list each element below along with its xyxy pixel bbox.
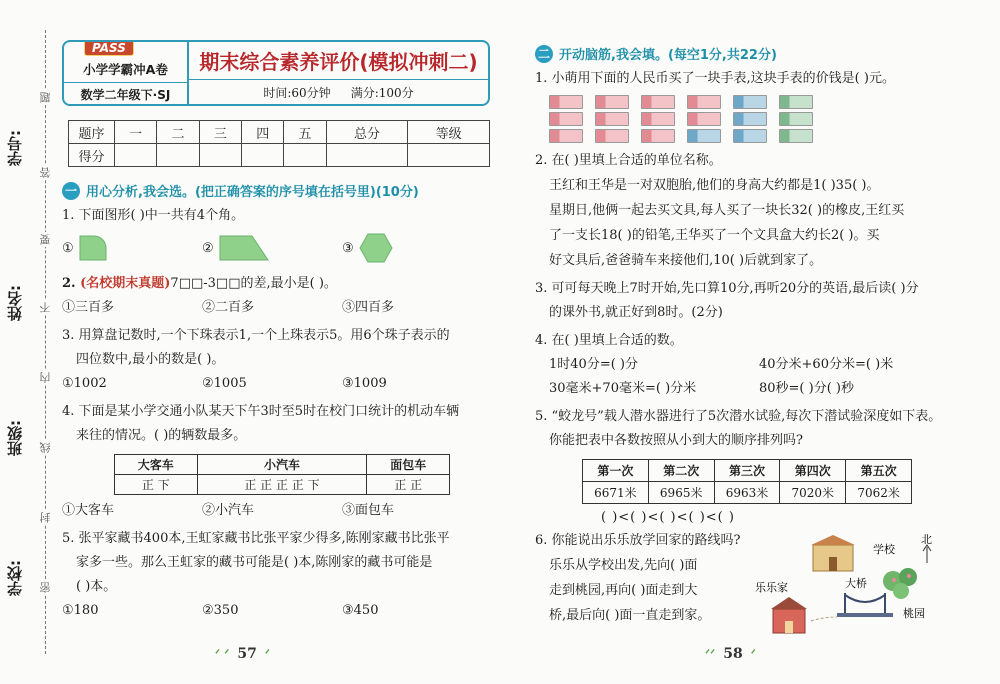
score-cell: 等级 bbox=[408, 121, 490, 144]
q4-options bbox=[62, 499, 490, 523]
pass-logo: PASS bbox=[84, 40, 134, 56]
vehicle-tally: 正 下 bbox=[115, 475, 198, 495]
q2-option-3[interactable]: ③四百多 bbox=[342, 300, 395, 315]
student-id-field[interactable]: 学号: bbox=[6, 130, 24, 166]
q4-option-1[interactable]: ①大客车 bbox=[62, 503, 115, 518]
question-2-6: 6. 你能说出乐乐放学回家的路线吗? bbox=[535, 533, 741, 548]
vehicle-header: 小汽车 bbox=[197, 455, 367, 475]
seal-char: 要 bbox=[39, 234, 52, 245]
question-2-3: 3. 可可每天晚上7时开始,先口算10分,再听20分的英语,最后读( )分 的课外书,就正好到8时。(2分) bbox=[535, 281, 919, 320]
banknote-100-icon bbox=[549, 112, 583, 126]
header-title-box bbox=[189, 42, 488, 104]
banknote-100-icon bbox=[641, 112, 675, 126]
seal-char: 题 bbox=[39, 92, 52, 103]
q5-option-3[interactable]: ③450 bbox=[342, 603, 379, 618]
seal-char: 密 bbox=[39, 582, 52, 593]
score-input-cell[interactable] bbox=[157, 144, 199, 167]
name-field[interactable]: 姓名: bbox=[6, 285, 24, 321]
score-cell: 五 bbox=[284, 121, 326, 144]
vehicle-tally-table bbox=[114, 454, 450, 495]
seal-char: 内 bbox=[39, 372, 52, 383]
section-2-title: 开动脑筋,我会填。(每空1分,共22分) bbox=[559, 48, 777, 63]
banknote-column bbox=[549, 95, 583, 143]
score-table-score-row bbox=[69, 144, 490, 167]
school-building-icon bbox=[811, 535, 855, 571]
score-input-cell[interactable] bbox=[242, 144, 284, 167]
q1-option-1[interactable]: ① bbox=[62, 234, 202, 262]
seal-char: 答 bbox=[39, 167, 52, 178]
section-1-heading bbox=[62, 181, 490, 200]
q4-option-3[interactable]: ③面包车 bbox=[342, 503, 395, 518]
depth-order-blanks[interactable]: ( )<( )<( )<( )<( ) bbox=[601, 510, 735, 525]
question-1-3: 3. 用算盘记数时,一个下珠表示1,一个上珠表示5。用6个珠子表示的 四位数中,最小的数是( )。 bbox=[62, 328, 450, 367]
conversion-item[interactable]: 1时40分=( )分 bbox=[549, 357, 638, 372]
conversion-item[interactable]: 30毫米+70毫米=( )分米 bbox=[549, 381, 697, 396]
class-field[interactable]: 班级: bbox=[6, 420, 24, 456]
dive-header: 第一次 bbox=[583, 460, 649, 482]
route-map bbox=[753, 533, 953, 643]
question-1-4: 4. 下面是某小学交通小队某天下午3时至5时在校门口统计的机动车辆 来往的情况。( )的辆数最多。 bbox=[62, 404, 460, 443]
dive-header: 第四次 bbox=[780, 460, 846, 482]
left-page bbox=[62, 40, 490, 623]
exam-full-score: 满分:100分 bbox=[350, 85, 414, 100]
map-label-north: 北 bbox=[921, 533, 932, 546]
banknote-20-icon bbox=[779, 95, 813, 109]
score-cell: 总分 bbox=[326, 121, 408, 144]
q1-option-3[interactable]: ③ bbox=[342, 232, 482, 264]
section-1-title: 用心分析,我会选。(把正确答案的序号填在括号里)(10分) bbox=[86, 185, 419, 200]
seal-char: 封 bbox=[39, 512, 52, 523]
score-cell: 题序 bbox=[69, 121, 115, 144]
q1-option-2[interactable]: ② bbox=[202, 234, 342, 262]
home-house-icon bbox=[771, 597, 807, 633]
banknote-50-icon bbox=[733, 129, 767, 143]
banknote-column bbox=[687, 95, 721, 143]
question-2-2: 2. 在( )里填上合适的单位名称。 bbox=[535, 153, 722, 168]
right-page bbox=[535, 44, 955, 649]
banknote-100-icon bbox=[595, 129, 629, 143]
banknotes-illustration bbox=[549, 95, 955, 143]
banknote-100-icon bbox=[595, 95, 629, 109]
dive-value: 6965米 bbox=[648, 482, 714, 504]
q2-option-1[interactable]: ①三百多 bbox=[62, 300, 115, 315]
q3-options bbox=[62, 372, 490, 396]
banknote-100-icon bbox=[549, 129, 583, 143]
banknote-50-icon bbox=[733, 95, 767, 109]
subject-grade: 数学二年级下·SJ bbox=[80, 88, 171, 102]
score-table-header-row bbox=[69, 121, 490, 144]
map-label-orchard: 桃园 bbox=[903, 607, 925, 620]
trapezoid-shape-icon bbox=[218, 234, 270, 262]
hexagon-shape-icon bbox=[358, 232, 394, 264]
banknote-50-icon bbox=[733, 112, 767, 126]
dive-header: 第三次 bbox=[714, 460, 780, 482]
banknote-column bbox=[733, 95, 767, 143]
school-field[interactable]: 学校: bbox=[6, 560, 24, 596]
question-2-4: 4. 在( )里填上合适的数。 bbox=[535, 333, 683, 348]
exam-title: 期末综合素养评价(模拟冲刺二) bbox=[189, 42, 488, 80]
score-input-cell[interactable] bbox=[199, 144, 241, 167]
q3-option-2[interactable]: ②1005 bbox=[202, 376, 247, 391]
conversion-item[interactable]: 80秒=( )分( )秒 bbox=[759, 381, 854, 396]
sprout-icon: ᐟ bbox=[264, 647, 270, 661]
score-cell: 一 bbox=[115, 121, 157, 144]
route-text: 乐乐从学校出发,先向( )面 走到桃园,再向( )面走到大 桥,最后向( )面一直走到家。 bbox=[549, 558, 711, 623]
question-2-1: 1. 小萌用下面的人民币买了一块手表,这块手表的价钱是( )元。 bbox=[535, 71, 895, 86]
vehicle-header: 大客车 bbox=[115, 455, 198, 475]
banknote-column bbox=[779, 95, 813, 143]
score-input-cell[interactable] bbox=[326, 144, 408, 167]
section-number-badge: 二 bbox=[535, 45, 553, 63]
dive-header: 第五次 bbox=[846, 460, 912, 482]
banknote-100-icon bbox=[641, 129, 675, 143]
north-arrow-icon bbox=[923, 545, 931, 563]
banknote-20-icon bbox=[779, 112, 813, 126]
q5-options bbox=[62, 599, 490, 623]
page-number-right: ᐟᐟ 58 ᐟ bbox=[705, 646, 756, 662]
q1-shape-options bbox=[62, 228, 490, 268]
q2-option-2[interactable]: ②二百多 bbox=[202, 300, 255, 315]
dive-value: 7020米 bbox=[780, 482, 846, 504]
exam-tag: (名校期末真题) bbox=[80, 276, 171, 291]
banknote-column bbox=[595, 95, 629, 143]
question-1-2: 2. (名校期末真题)7□□-3□□的差,最小是( )。 bbox=[62, 276, 337, 291]
map-label-school: 学校 bbox=[873, 543, 895, 556]
conversion-item[interactable]: 40分米+60分米=( )米 bbox=[759, 357, 894, 372]
q3-option-3[interactable]: ③1009 bbox=[342, 376, 387, 391]
binding-line bbox=[45, 30, 46, 654]
exam-meta bbox=[189, 80, 488, 104]
dive-value: 7062米 bbox=[846, 482, 912, 504]
orchard-trees-icon bbox=[883, 568, 917, 599]
banknote-column bbox=[641, 95, 675, 143]
q2-options bbox=[62, 296, 490, 320]
exam-time: 时间:60分钟 bbox=[263, 85, 331, 100]
q3-option-1[interactable]: ①1002 bbox=[62, 376, 107, 391]
score-cell: 四 bbox=[242, 121, 284, 144]
q2-4-conversions bbox=[549, 353, 955, 401]
map-label-home: 乐乐家 bbox=[755, 581, 788, 594]
score-cell: 二 bbox=[157, 121, 199, 144]
series-name: 小学学霸冲A卷 bbox=[64, 60, 187, 83]
seal-char: 不 bbox=[39, 302, 52, 313]
question-2-5: 5. “蛟龙号”载人潜水器进行了5次潜水试验,每次下潜试验深度如下表。 你能把表中各数按照从小到大的顺序排列吗? bbox=[535, 409, 942, 448]
section-2-heading bbox=[535, 44, 955, 63]
seal-char: 线 bbox=[39, 442, 52, 453]
q5-option-1[interactable]: ①180 bbox=[62, 603, 99, 618]
page-number-left: ᐟ ᐟ 57 ᐟ bbox=[215, 646, 270, 662]
banknote-100-icon bbox=[595, 112, 629, 126]
score-input-cell[interactable] bbox=[115, 144, 157, 167]
score-input-cell[interactable] bbox=[284, 144, 326, 167]
banknote-100-icon bbox=[687, 95, 721, 109]
q5-option-2[interactable]: ②350 bbox=[202, 603, 239, 618]
score-row-label: 得分 bbox=[69, 144, 115, 167]
sprout-icon: ᐟᐟ bbox=[705, 647, 716, 661]
question-1-1: 1. 下面图形( )中一共有4个角。 bbox=[62, 208, 245, 223]
header-series-box bbox=[64, 42, 189, 104]
score-table bbox=[68, 120, 490, 167]
banknote-100-icon bbox=[641, 95, 675, 109]
sprout-icon: ᐟ ᐟ bbox=[215, 647, 230, 661]
dive-depth-table bbox=[582, 459, 912, 504]
vehicle-tally: 正 正 bbox=[367, 475, 450, 495]
quarter-round-shape-icon bbox=[78, 234, 108, 262]
section-number-badge: 一 bbox=[62, 182, 80, 200]
banknote-100-icon bbox=[549, 95, 583, 109]
sprout-icon: ᐟ bbox=[750, 647, 756, 661]
banknote-20-icon bbox=[779, 129, 813, 143]
score-cell: 三 bbox=[199, 121, 241, 144]
vehicle-header: 面包车 bbox=[367, 455, 450, 475]
q4-option-2[interactable]: ②小汽车 bbox=[202, 503, 255, 518]
dive-value: 6671米 bbox=[583, 482, 649, 504]
question-1-5: 5. 张平家藏书400本,王虹家藏书比张平家少得多,陈刚家藏书比张平 家多一些。那么王虹家的藏书可能是( )本,陈刚家的藏书可能是 ( )本。 bbox=[62, 531, 450, 594]
q2-2-passage: 王红和王华是一对双胞胎,他们的身高大约都是1( )35( )。 星期日,他俩一起去买文具,每人买了一块长32( )的橡皮,王红买 了一支长18( )的铅笔,王华买了一个文具盒大约长2( )。买 好文具后,爸爸骑车来接他们,10( )后就到家了。 bbox=[549, 178, 905, 268]
banknote-100-icon bbox=[687, 112, 721, 126]
route-path bbox=[811, 617, 837, 621]
exam-header bbox=[62, 40, 490, 106]
score-input-cell[interactable] bbox=[408, 144, 490, 167]
vehicle-tally: 正 正 正 正 下 bbox=[197, 475, 367, 495]
dive-value: 6963米 bbox=[714, 482, 780, 504]
banknote-50-icon bbox=[687, 129, 721, 143]
dive-header: 第二次 bbox=[648, 460, 714, 482]
map-label-bridge: 大桥 bbox=[845, 577, 867, 590]
bridge-icon bbox=[837, 593, 893, 617]
